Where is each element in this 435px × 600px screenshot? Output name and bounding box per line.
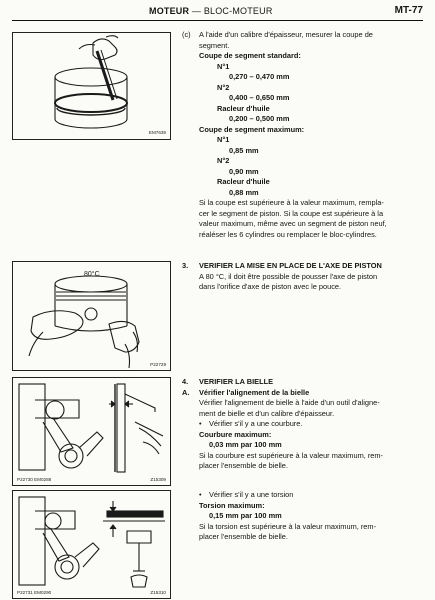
page-number: MT-77	[394, 5, 423, 16]
section-c-note-1: Si la coupe est supérieure à la valeur maximum, rempla-	[199, 198, 384, 207]
alignment-intro-1: Vérifier l'alignement de bielle à l'aide d'un outil d'aligne-	[199, 398, 380, 407]
section-4-number: 4.	[182, 377, 189, 386]
standard-no2-label: N°2	[217, 82, 230, 92]
section-c-note-2: cer le segment de piston. Si la coupe est supérieure à la	[199, 208, 384, 218]
maximum-oil-label: Racleur d'huile	[217, 177, 270, 186]
figure-code: P22730 EM0288	[17, 477, 52, 482]
maximum-gap-title: Coupe de segment maximum:	[199, 124, 305, 134]
torsion-note-1: Si la torsion est supérieure à la valeur maximum, rem-	[199, 521, 377, 531]
section-c-note-4: réaléser les 6 cylindres ou remplacer le bloc-cylindres.	[199, 229, 377, 239]
standard-oil-label: Racleur d'huile	[217, 103, 270, 113]
standard-gap-title: Coupe de segment standard:	[199, 51, 301, 60]
section-3-title: VERIFIER LA MISE EN PLACE DE L'AXE DE PISTON	[199, 261, 382, 270]
curvature-note-1: Si la courbure est supérieure à la valeur maximum, rem-	[199, 450, 384, 460]
maximum-no1-label: N°1	[217, 135, 230, 144]
bullet-icon: •	[199, 419, 202, 428]
section-3-number: 3.	[182, 261, 189, 270]
maximum-no1-value: 0,85 mm	[229, 145, 259, 155]
torsion-title: Torsion maximum:	[199, 500, 265, 510]
header-subsection: BLOC-MOTEUR	[203, 6, 273, 16]
curvature-title: Courbure maximum:	[199, 429, 272, 439]
section-c-intro-2: segment.	[199, 40, 230, 50]
figure-code: EM7639	[148, 130, 166, 135]
section-4-torsion	[182, 490, 427, 543]
piston-pin-illustration	[13, 262, 170, 370]
figure-code-secondary: Z15309	[150, 477, 166, 482]
standard-no1-value: 0,270 – 0,470 mm	[229, 72, 290, 81]
header-section: MOTEUR	[149, 6, 190, 16]
figure-rod-bend	[12, 377, 171, 486]
maximum-oil-value: 0,88 mm	[229, 187, 259, 197]
section-4-title: VERIFIER LA BIELLE	[199, 377, 274, 386]
bend-check-bullet: Vérifier s'il y a une courbure.	[209, 419, 303, 428]
figure-code: P22731 EM0290	[17, 590, 52, 595]
standard-no2-value: 0,400 – 0,650 mm	[229, 93, 290, 102]
header-rule	[12, 20, 423, 21]
rod-twist-illustration	[13, 491, 170, 598]
torsion-value: 0,15 mm par 100 mm	[209, 511, 282, 520]
maximum-no2-label: N°2	[217, 156, 230, 165]
section-c-marker: (c)	[182, 30, 191, 39]
maximum-no2-value: 0,90 mm	[229, 166, 259, 176]
ring-gap-illustration	[13, 33, 170, 139]
section-3-body-1: A 80 °C, il doit être possible de pousser l'axe de piston	[199, 271, 378, 281]
section-4a-title: Vérifier l'alignement de la bielle	[199, 387, 310, 397]
page-header	[0, 0, 435, 24]
header-title	[149, 6, 273, 16]
figure-piston-pin	[12, 261, 171, 371]
alignment-intro-2: ment de bielle et d'un calibre d'épaisseur.	[199, 408, 335, 418]
figure-rod-twist	[12, 490, 171, 599]
section-4a-marker: A.	[182, 387, 190, 397]
figure-ring-gap	[12, 32, 171, 140]
standard-no1-label: N°1	[217, 61, 230, 71]
curvature-value: 0,03 mm par 100 mm	[209, 440, 282, 449]
rod-bend-illustration	[13, 378, 170, 485]
section-c	[182, 30, 427, 240]
figure-code: P22729	[150, 362, 166, 367]
curvature-note-2: placer l'ensemble de bielle.	[199, 461, 288, 470]
section-4	[182, 377, 427, 472]
temperature-label: 80°C	[84, 271, 100, 278]
bullet-icon: •	[199, 490, 202, 499]
section-3	[182, 261, 427, 293]
standard-oil-value: 0,200 – 0,500 mm	[229, 114, 290, 123]
section-c-note-3: valeur maximum, même avec un segment de piston neuf,	[199, 219, 387, 228]
torsion-note-2: placer l'ensemble de bielle.	[199, 532, 288, 541]
section-c-intro-1: A l'aide d'un calibre d'épaisseur, mesurer la coupe de	[199, 30, 373, 39]
twist-check-bullet: Vérifier s'il y a une torsion	[209, 490, 294, 499]
header-separator: —	[191, 6, 202, 16]
figure-code-secondary: Z15310	[150, 590, 166, 595]
section-3-body-2: dans l'orifice d'axe de piston avec le pouce.	[199, 282, 342, 291]
